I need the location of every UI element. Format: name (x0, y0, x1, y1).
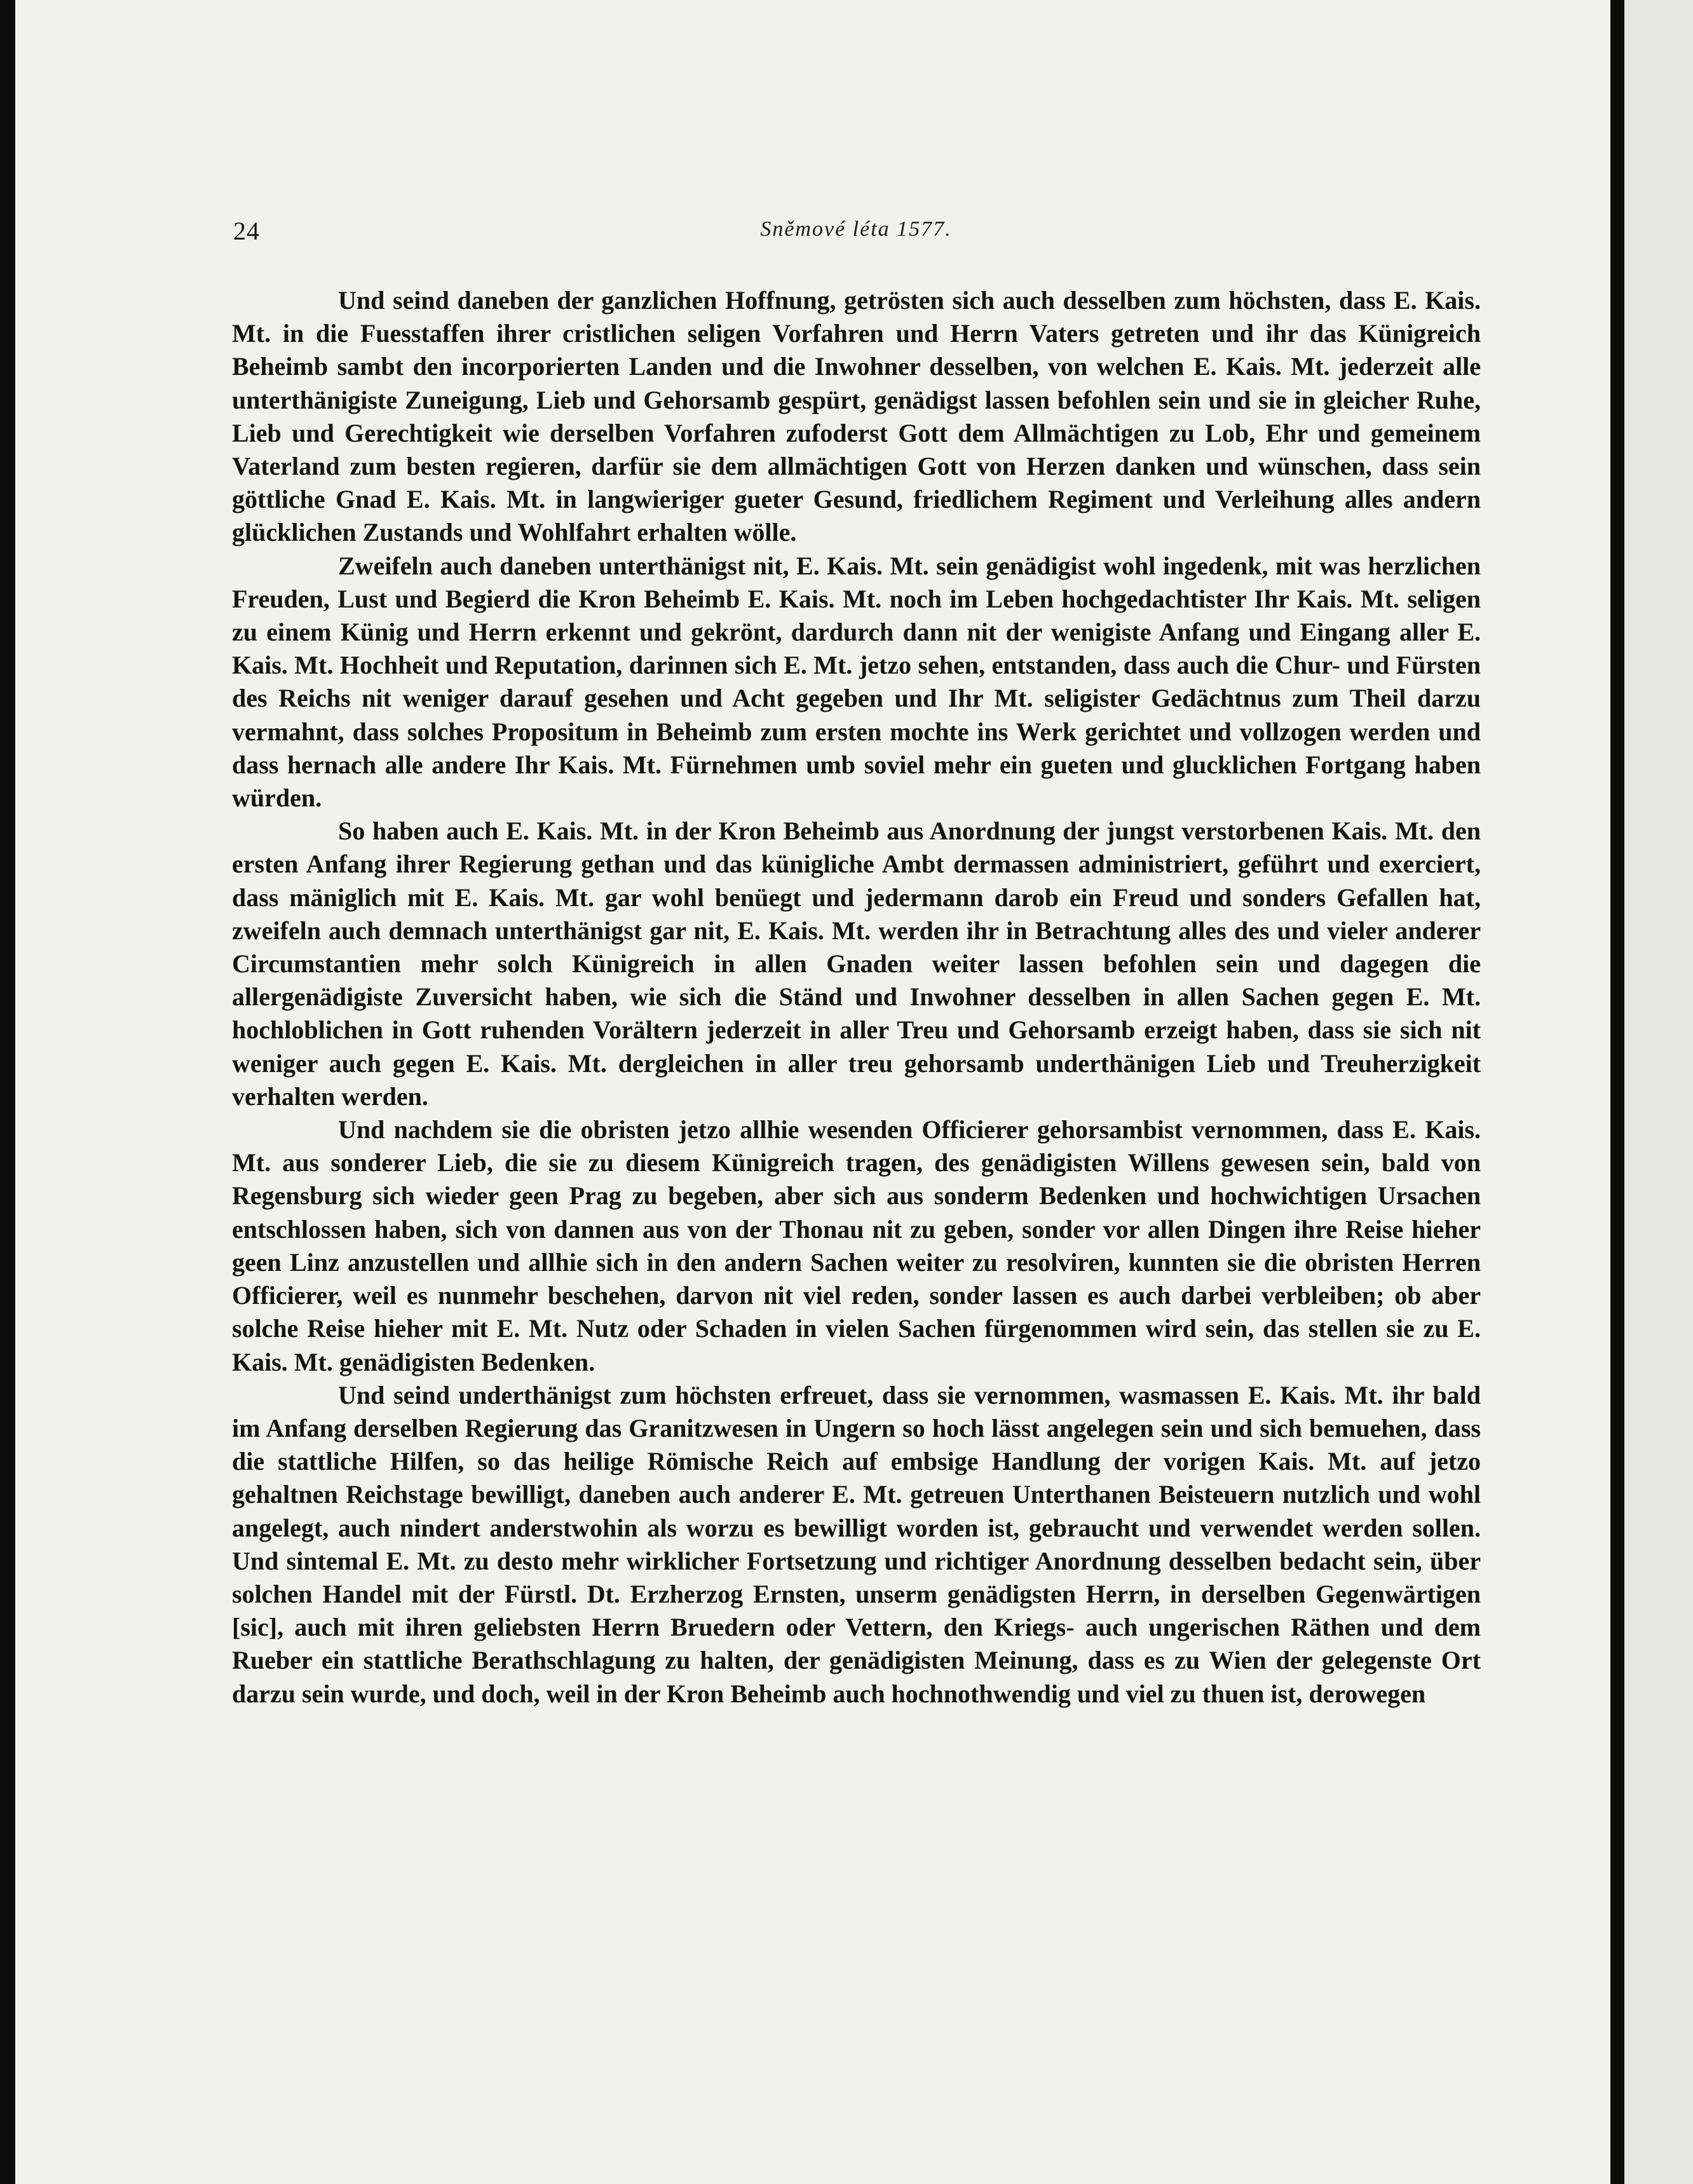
paragraph: Zweifeln auch daneben unterthänigst nit, E. Kais. Mt. sein genädigist wohl ingedenk, mit was herzlichen Freuden, Lust und Begierd die Kron Beheimb E. Kais. Mt. noch im Leben hochgedachtister Ihr Kais. Mt. seligen zu einem Künig und Herrn erkennt und gekrönt, dardurch dann nit der wenigiste Anfang und Eingang aller E. Kais. Mt. Hochheit und Reputation, darinnen sich E. Mt. jetzo sehen, entstanden, dass auch die Chur- und Fürsten des Reichs nit weniger darauf gesehen und Acht gegeben und Ihr Mt. seligister Gedächtnus zum Theil darzu vermahnt, dass solches Propositum in Beheimb zum ersten mochte ins Werk gerichtet und vollzogen werden und dass hernach alle andere Ihr Kais. Mt. Fürnehmen umb soviel mehr ein gueten und glucklichen Fortgang haben würden. (232, 551, 1481, 813)
running-title: Sněmové léta 1577. (760, 217, 952, 241)
paragraph: Und nachdem sie die obristen jetzo allhie wesenden Officierer gehorsambist vernommen, dass E. Kais. Mt. aus sonderer Lieb, die sie zu diesem Künigreich tragen, des genädigisten Willens gewesen sein, bald von Regensburg sich wieder geen Prag zu begeben, aber sich aus sonderm Bedenken und hochwichtigen Ursachen entschlossen haben, sich von dannen aus von der Thonau nit zu geben, sonder vor allen Dingen ihre Reise hieher geen Linz anzustellen und allhie sich in den andern Sachen weiter zu resolviren, kunnten sie die obristen Herren Officierer, weil es nunmehr beschehen, darvon nit viel reden, sonder lassen es auch darbei verbleiben; ob aber solche Reise hieher mit E. Mt. Nutz oder Schaden in vielen Sachen fürgenommen wird sein, das stellen sie zu E. Kais. Mt. genädigisten Bedenken. (232, 1115, 1481, 1376)
facing-page-edge (1624, 0, 1693, 2184)
paragraph: Und seind daneben der ganzlichen Hoffnung, getrösten sich auch desselben zum höchsten, dass E. Kais. Mt. in die Fuesstaffen ihrer cristlichen seligen Vorfahren und Herrn Vaters getreten und ihr das Künigreich Beheimb sambt den incorporierten Landen und die Inwohner desselben, von welchen E. Kais. Mt. jederzeit alle unterthänigiste Zuneigung, Lieb und Gehorsamb gespürt, genädigst lassen befohlen sein und sie in gleicher Ruhe, Lieb und Gerechtigkeit wie derselben Vorfahren zufoderst Gott dem Allmächtigen zu Lob, Ehr und gemeinem Vaterland zum besten regieren, darfür sie dem allmächtigen Gott von Herzen danken und wünschen, dass sein göttliche Gnad E. Kais. Mt. in langwieriger gueter Gesund, friedlichem Regiment und Verleihung alles andern glücklichen Zustands und Wohlfahrt erhalten wölle. (232, 286, 1481, 547)
paragraph: So haben auch E. Kais. Mt. in der Kron Beheimb aus Anordnung der jungst verstorbenen Kais. Mt. den ersten Anfang ihrer Regierung gethan und das künigliche Ambt dermassen administriert, geführt und exerciert, dass mäniglich mit E. Kais. Mt. gar wohl benüegt und jedermann darob ein Freud und sonders Gefallen hat, zweifeln auch demnach unterthänigst gar nit, E. Kais. Mt. werden ihr in Betrachtung alles des und vieler anderer Circumstantien mehr solch Künigreich in allen Gnaden weiter lassen befohlen sein und dagegen die allergenädigiste Zuversicht haben, wie sich die Ständ und Inwohner desselben in allen Sachen gegen E. Mt. hochloblichen in Gott ruhenden Vorältern jederzeit in aller Treu und Gehorsamb erzeigt haben, dass sie sich nit weniger auch gegen E. Kais. Mt. dergleichen in aller treu gehorsamb underthänigen Lieb und Treuherzigkeit verhalten werden. (232, 817, 1481, 1111)
running-header (233, 216, 1479, 254)
book-gutter (1610, 0, 1624, 2184)
body-text (232, 284, 1481, 1711)
paragraph: Und seind underthänigst zum höchsten erfreuet, dass sie vernommen, wasmassen E. Kais. Mt. ihr bald im Anfang derselben Regierung das Granitzwesen in Ungern so hoch lässt angelegen sein und sich bemuehen, dass die stattliche Hilfen, so das heilige Römische Reich auf embsige Handlung der vorigen Kais. Mt. auf jetzo gehaltnen Reichstage bewilligt, daneben auch anderer E. Mt. getreuen Unterthanen Beisteuern nutzlich und wohl angelegt, auch nindert anderstwohin als worzu es bewilligt worden ist, gebraucht und verwendet werden sollen. Und sintemal E. Mt. zu desto mehr wirklicher Fortsetzung und richtiger Anordnung desselben bedacht sein, über solchen Handel mit der Fürstl. Dt. Erzherzog Ernsten, unserm genädigsten Herrn, in derselben Gegenwärtigen [sic], auch mit ihren geliebsten Herrn Bruedern oder Vettern, den Kriegs- auch ungerischen Räthen und dem Rueber ein stattliche Berathschlagung zu halten, der genädigisten Meinung, dass es zu Wien der gelegenste Ort darzu sein wurde, und doch, weil in der Kron Beheimb auch hochnothwendig und viel zu thuen ist, derowegen (232, 1380, 1481, 1708)
page-number: 24 (233, 217, 260, 245)
